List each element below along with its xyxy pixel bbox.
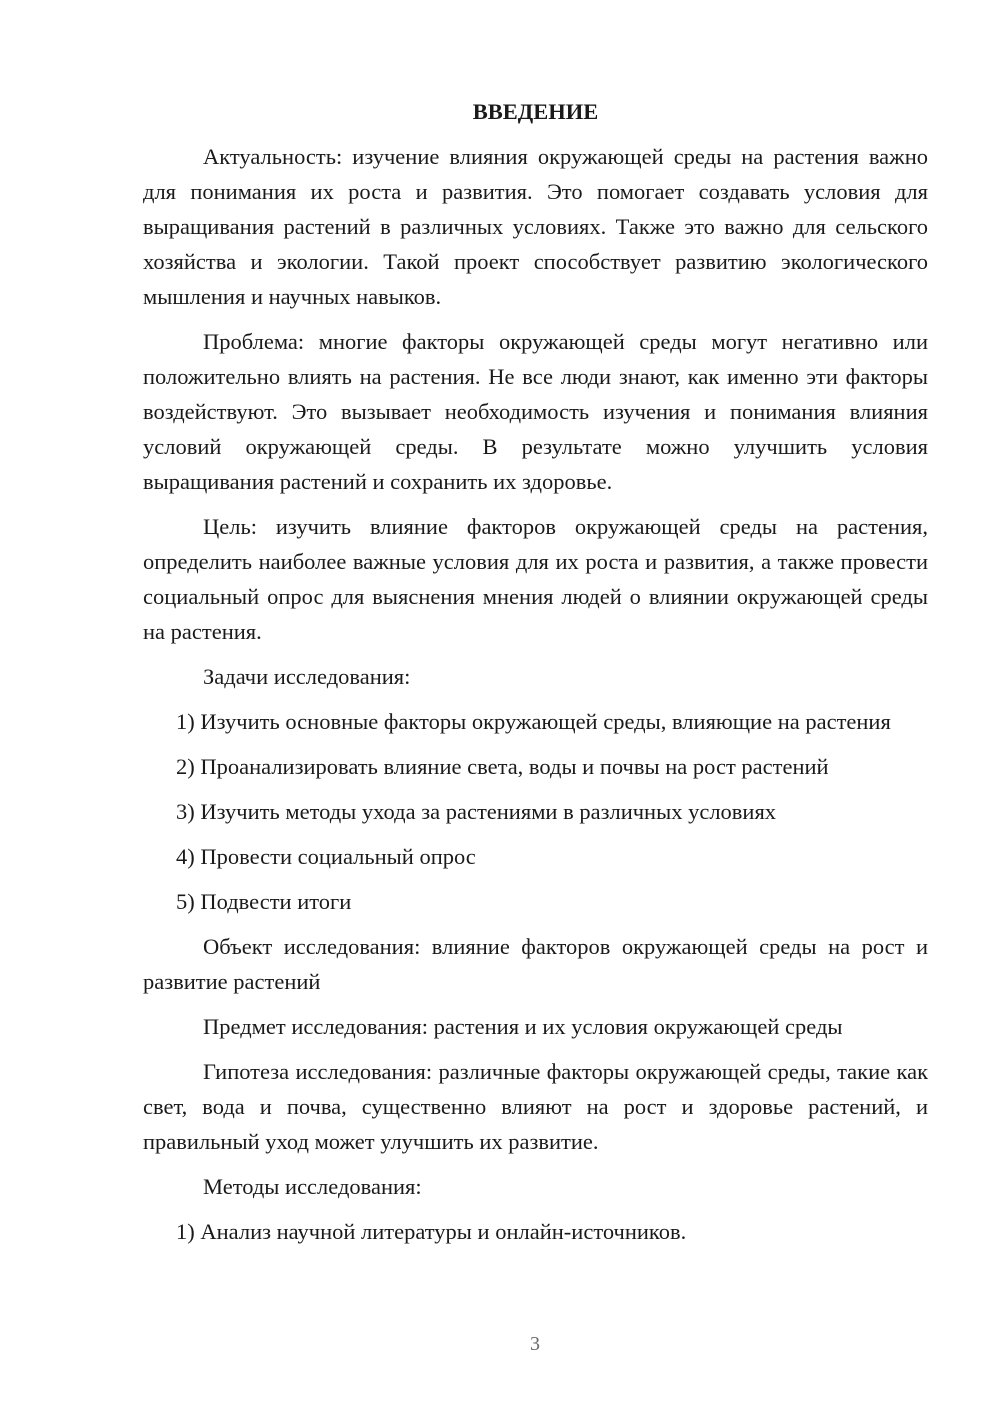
paragraph-methods-heading: Методы исследования:: [203, 1174, 422, 1199]
paragraph-tasks-heading: Задачи исследования:: [203, 664, 411, 689]
page-number: 3: [530, 1333, 540, 1355]
paragraph-goal: Цель: изучить влияние факторов окружающей среды на растения, определить наиболее важные условия для их роста и развития, а также провести социальный опрос для выяснения мнения людей о влиянии окружающей среды на растения.: [143, 514, 928, 644]
task-item-2: 2) Проанализировать влияние света, воды и почвы на рост растений: [176, 754, 829, 779]
task-item-4: 4) Провести социальный опрос: [176, 844, 476, 869]
paragraph-subject: Предмет исследования: растения и их условия окружающей среды: [203, 1014, 843, 1039]
task-item-3: 3) Изучить методы ухода за растениями в различных условиях: [176, 799, 777, 824]
paragraph-relevance: Актуальность: изучение влияния окружающей среды на растения важно для понимания их роста и развития. Это помогает создавать условия для выращивания растений в различных условиях. Также это важно для сельского хозяйства и экологии. Такой проект способствует развитию экологического мышления и научных навыков.: [143, 144, 928, 309]
task-item-1: 1) Изучить основные факторы окружающей среды, влияющие на растения: [176, 709, 891, 734]
paragraph-object: Объект исследования: влияние факторов окружающей среды на рост и развитие растений: [143, 934, 928, 994]
paragraph-problem: Проблема: многие факторы окружающей среды могут негативно или положительно влиять на растения. Не все люди знают, как именно эти факторы воздействуют. Это вызывает необходимость изучения и понимания влияния условий окружающей среды. В результате можно улучшить условия выращивания растений и сохранить их здоровье.: [143, 329, 928, 494]
paragraph-hypothesis: Гипотеза исследования: различные факторы окружающей среды, такие как свет, вода и почва, существенно влияют на рост и здоровье растений, и правильный уход может улучшить их развитие.: [143, 1059, 928, 1154]
method-item-1: 1) Анализ научной литературы и онлайн-источников.: [176, 1219, 687, 1244]
task-item-5: 5) Подвести итоги: [176, 889, 352, 914]
document-body: [143, 94, 928, 1259]
section-title: ВВЕДЕНИЕ: [472, 99, 599, 124]
